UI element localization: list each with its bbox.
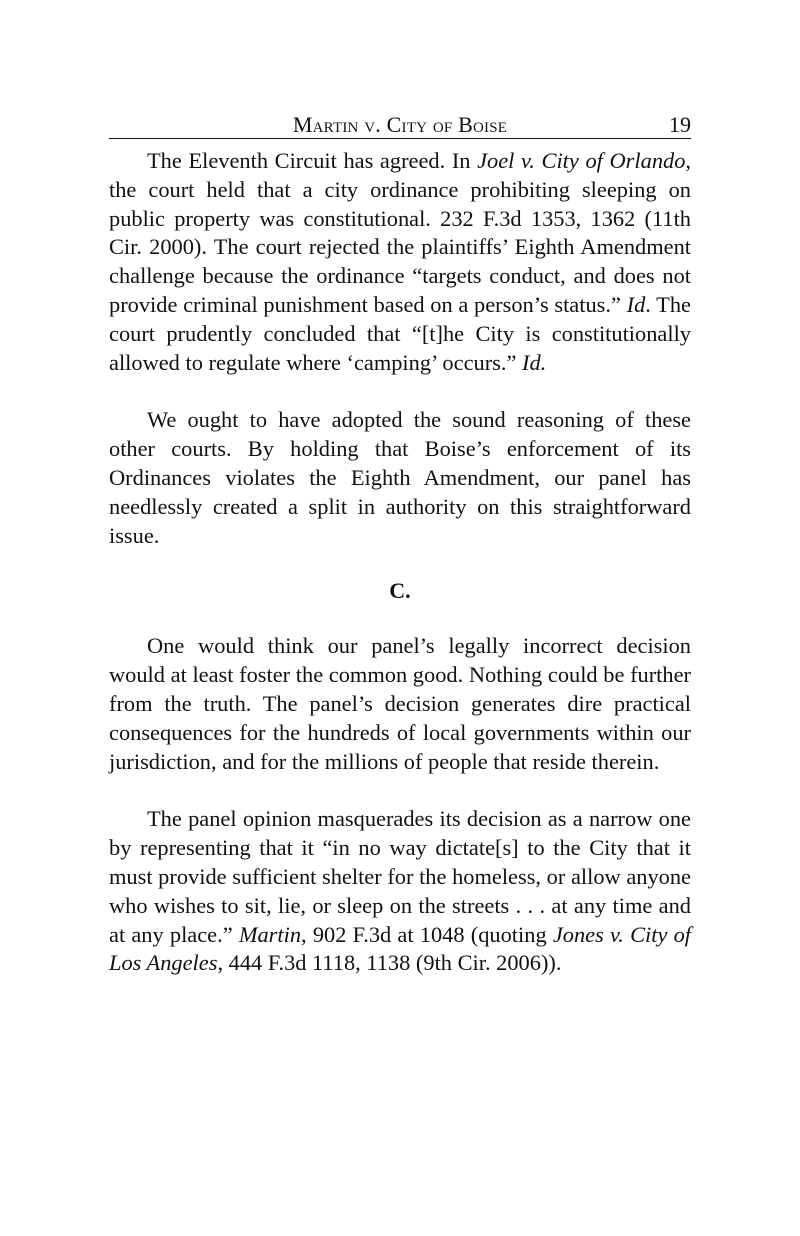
page-number: 19 xyxy=(669,112,691,137)
paragraph-common-good: One would think our panel’s legally incorrect decision would at least foster the common good. Nothing could be further from the truth. The panel’s decision generates dire practical consequences for the hundreds of local governments within our jurisdiction, and for the millions of people that reside therein. xyxy=(109,633,691,774)
paragraph-sound-reasoning: We ought to have adopted the sound reasoning of these other courts. By holding that Boise’s enforcement of its Ordinances violates the Eighth Amendment, our panel has needlessly created a split in authority on this straightforward issue. xyxy=(109,407,691,548)
case-name: Joel v. City of Orlando xyxy=(477,148,686,173)
case-name: Martin xyxy=(238,921,302,947)
text-span: . The court prudently concluded that “[t]he City is constitutionally allowed to regulate where ‘camping’ occurs.” xyxy=(109,291,691,375)
citation-id: Id. xyxy=(522,349,547,375)
paragraph-panel-opinion xyxy=(109,805,691,978)
running-header xyxy=(109,110,691,139)
text-span: The Eleventh Circuit has agreed. In xyxy=(147,148,478,173)
running-title: Martin v. City of Boise xyxy=(292,112,508,137)
text-span: , 902 F.3d at 1048 (quoting xyxy=(301,921,553,947)
section-heading: C. xyxy=(389,578,411,604)
text-span: , the court held that a city ordinance prohibiting sleeping on public property was constitutional. 232 F.3d 1353, 1362 (11th Cir. 2000). The court rejected the plaintiffs’ Eighth Amendment challenge because the ordinance “targets conduct, and does not provide criminal punishment based on a person’s status.” xyxy=(109,148,692,317)
text-span: The panel opinion masquerades its decision as a narrow one by representing that it “in no way dictate[s] to the City that it must provide sufficient shelter for the homeless, or allow anyone who wishes to sit, lie, or sleep on the streets . . . at any time and at any place.” xyxy=(109,806,691,947)
citation-id: Id xyxy=(626,291,646,317)
text-span: , 444 F.3d 1118, 1138 (9th Cir. 2006)). xyxy=(217,950,562,976)
case-name: Jones v. City of Los Angeles xyxy=(109,921,691,976)
document-page xyxy=(109,110,691,978)
body-text xyxy=(109,147,691,978)
paragraph-eleventh-circuit xyxy=(109,147,691,377)
